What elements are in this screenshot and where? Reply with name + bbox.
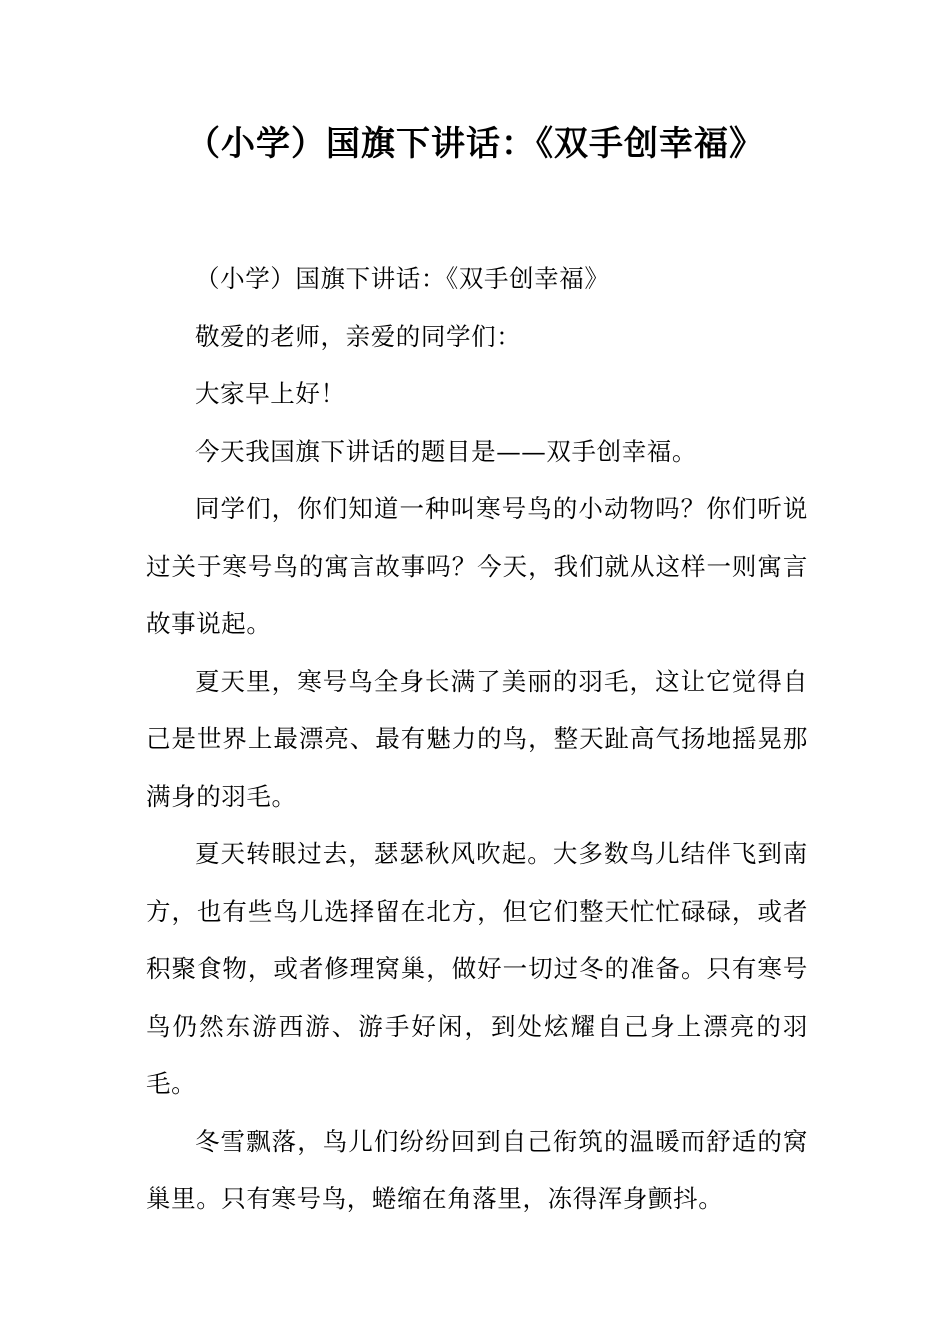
document-body xyxy=(146,250,808,1228)
paragraph: 敬爱的老师，亲爱的同学们： xyxy=(195,321,522,351)
paragraph: 夏天里，寒号鸟全身长满了美丽的羽毛，这让它觉得自己是世界上最漂亮、最有魅力的鸟，整天趾高气扬地摇晃那满身的羽毛。 xyxy=(146,666,808,811)
paragraph: 今天我国旗下讲话的题目是——双手创幸福。 xyxy=(195,436,697,466)
paragraph: 大家早上好！ xyxy=(195,379,346,408)
paragraph: 夏天转眼过去，瑟瑟秋风吹起。大多数鸟儿结伴飞到南方，也有些鸟儿选择留在北方，但它们整天忙忙碌碌，或者积聚食物，或者修理窝巢，做好一切过冬的准备。只有寒号鸟仍然东游西游、游手好闲，到处炫耀自己身上漂亮的羽毛。 xyxy=(146,839,808,1098)
paragraph: （小学）国旗下讲话：《双手创幸福》 xyxy=(195,264,610,293)
document-title: （小学）国旗下讲话：《双手创幸福》 xyxy=(186,124,764,164)
paragraph: 冬雪飘落，鸟儿们纷纷回到自己衔筑的温暖而舒适的窝巢里。只有寒号鸟，蜷缩在角落里，冻得浑身颤抖。 xyxy=(146,1126,808,1213)
paragraph: 同学们，你们知道一种叫寒号鸟的小动物吗？你们听说过关于寒号鸟的寓言故事吗？今天，我们就从这样一则寓言故事说起。 xyxy=(146,494,808,638)
